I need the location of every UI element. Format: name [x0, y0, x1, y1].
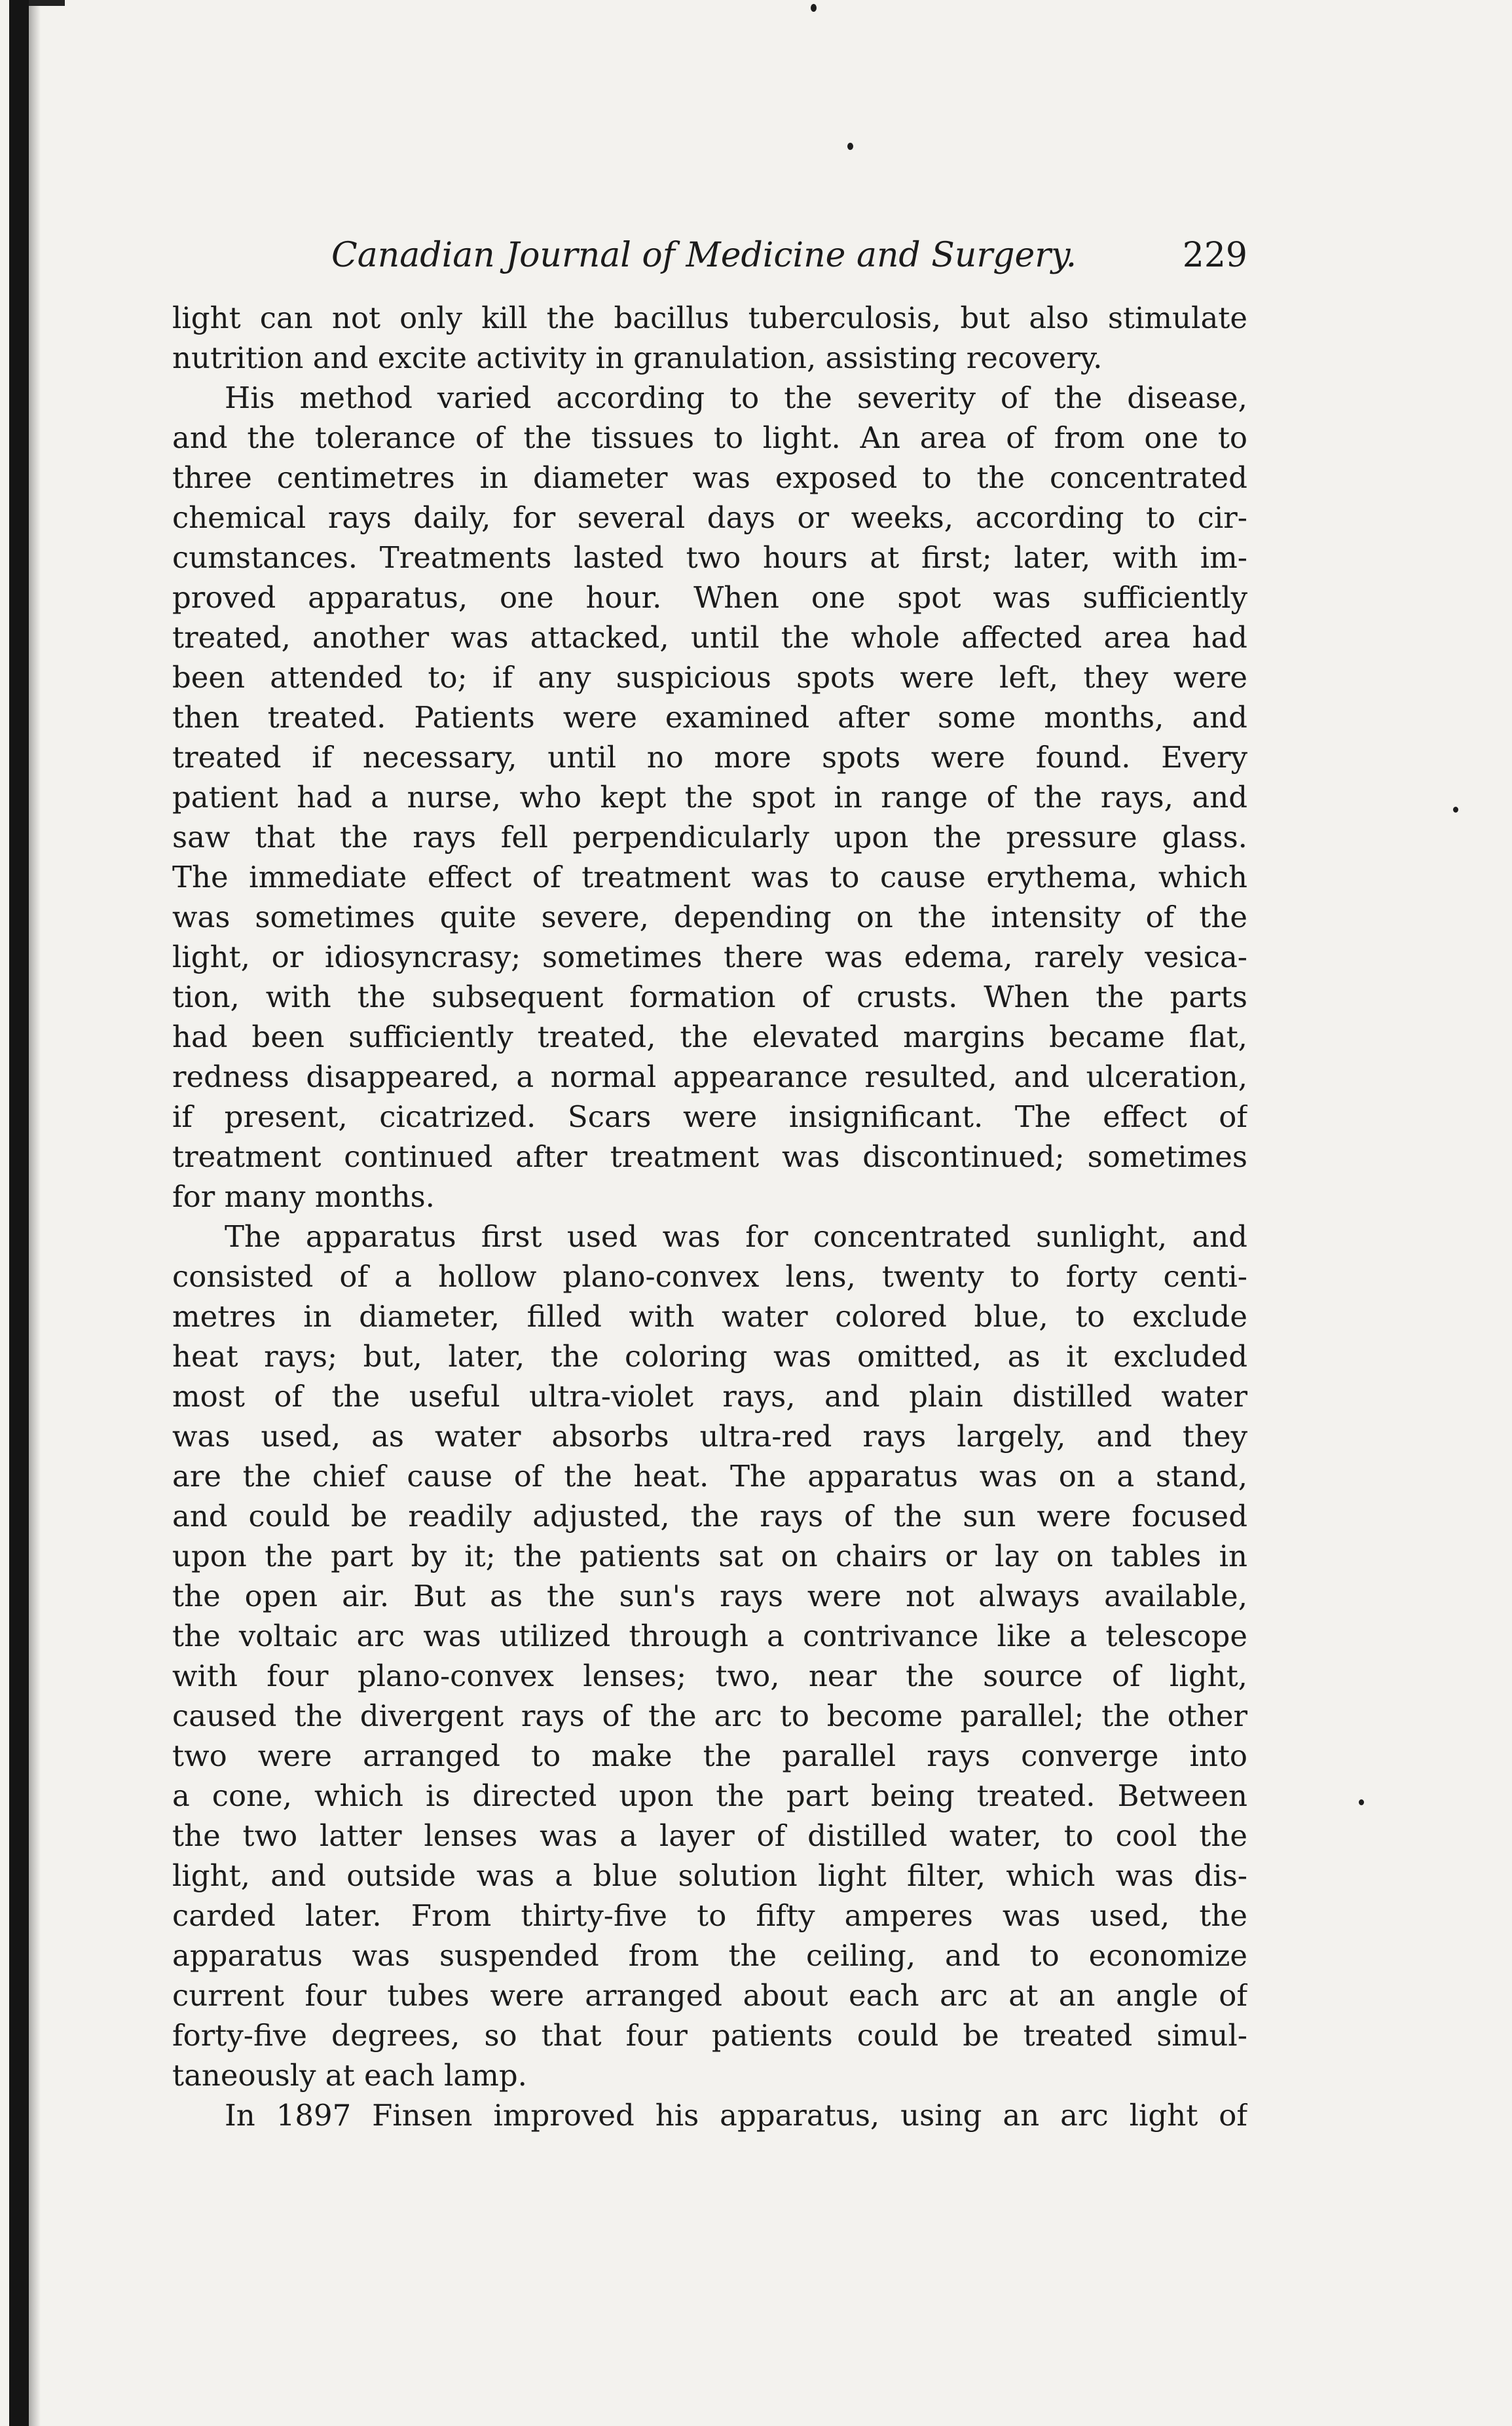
text-line: treatment continued after treatment was discontinued; sometimes: [172, 1139, 1247, 1174]
text-line: saw that the rays fell perpendicularly upon the pressure glass.: [172, 820, 1247, 855]
text-line: In 1897 Finsen improved his apparatus, using an arc light of: [225, 2098, 1247, 2133]
dust-speck: [1359, 1799, 1364, 1805]
text-line: carded later. From thirty-five to fifty amperes was used, the: [172, 1898, 1247, 1933]
text-line: forty-five degrees, so that four patients could be treated simul-: [172, 2018, 1247, 2053]
text-line: and the tolerance of the tissues to light. An area of from one to: [172, 420, 1247, 455]
text-line: two were arranged to make the parallel rays converge into: [172, 1738, 1247, 1773]
text-line: The immediate effect of treatment was to cause erythema, which: [172, 860, 1247, 894]
text-line: treated, another was attacked, until the whole affected area had: [172, 620, 1247, 655]
text-line: caused the divergent rays of the arc to become parallel; the other: [172, 1699, 1247, 1733]
page-number: 229: [1182, 236, 1247, 275]
text-line: are the chief cause of the heat. The apparatus was on a stand,: [172, 1459, 1247, 1494]
spine-gradient: [29, 0, 41, 2426]
text-line: had been sufficiently treated, the elevated margins became flat,: [172, 1020, 1247, 1054]
text-line: tion, with the subsequent formation of crusts. When the parts: [172, 980, 1247, 1014]
text-line: patient had a nurse, who kept the spot in range of the rays, and: [172, 780, 1247, 815]
text-line: for many months.: [172, 1179, 435, 1214]
text-line: cumstances. Treatments lasted two hours at first; later, with im-: [172, 540, 1247, 575]
text-line: current four tubes were arranged about each arc at an angle of: [172, 1978, 1247, 2013]
text-line: if present, cicatrized. Scars were insignificant. The effect of: [172, 1099, 1247, 1134]
text-line: been attended to; if any suspicious spots were left, they were: [172, 660, 1247, 695]
text-line: most of the useful ultra-violet rays, and plain distilled water: [172, 1379, 1247, 1414]
text-line: redness disappeared, a normal appearance resulted, and ulceration,: [172, 1059, 1247, 1094]
document-page: [172, 226, 1247, 2135]
text-line: His method varied according to the severity of the disease,: [225, 380, 1247, 415]
text-line: treated if necessary, until no more spots were found. Every: [172, 740, 1247, 775]
text-line: with four plano-convex lenses; two, near the source of light,: [172, 1659, 1247, 1693]
text-line: upon the part by it; the patients sat on chairs or lay on tables in: [172, 1539, 1247, 1573]
text-line: the open air. But as the sun's rays were not always available,: [172, 1579, 1247, 1613]
text-line: taneously at each lamp.: [172, 2058, 527, 2093]
article-body: [172, 298, 1247, 2135]
text-line: the two latter lenses was a layer of distilled water, to cool the: [172, 1818, 1247, 1853]
text-line: heat rays; but, later, the coloring was omitted, as it excluded: [172, 1339, 1247, 1374]
journal-title: Canadian Journal of Medicine and Surgery.: [331, 236, 1077, 275]
text-line: The apparatus first used was for concentrated sunlight, and: [225, 1219, 1247, 1254]
text-line: a cone, which is directed upon the part being treated. Between: [172, 1778, 1247, 1813]
text-line: light can not only kill the bacillus tuberculosis, but also stimulate: [172, 301, 1247, 335]
text-line: was sometimes quite severe, depending on the intensity of the: [172, 900, 1247, 934]
dust-speck: [811, 4, 817, 12]
text-line: and could be readily adjusted, the rays of the sun were focused: [172, 1499, 1247, 1534]
text-line: the voltaic arc was utilized through a contrivance like a telescope: [172, 1619, 1247, 1653]
text-line: nutrition and excite activity in granulation, assisting recovery.: [172, 340, 1103, 375]
text-line: then treated. Patients were examined after some months, and: [172, 700, 1247, 735]
text-line: three centimetres in diameter was exposed to the concentrated: [172, 460, 1247, 495]
text-line: consisted of a hollow plano-convex lens, twenty to forty centi-: [172, 1259, 1247, 1294]
book-spine-shadow: [9, 0, 29, 2426]
text-line: chemical rays daily, for several days or weeks, according to cir-: [172, 500, 1247, 535]
corner-scan-mark: [29, 0, 65, 6]
dust-speck: [1453, 807, 1458, 813]
dust-speck: [847, 143, 853, 150]
text-line: metres in diameter, filled with water colored blue, to exclude: [172, 1299, 1247, 1334]
text-line: light, and outside was a blue solution light filter, which was dis-: [172, 1858, 1247, 1893]
text-line: proved apparatus, one hour. When one spot was sufficiently: [172, 580, 1247, 615]
text-line: apparatus was suspended from the ceiling, and to economize: [172, 1938, 1247, 1973]
running-head: [172, 226, 1247, 298]
text-line: light, or idiosyncrasy; sometimes there was edema, rarely vesica-: [172, 940, 1247, 974]
text-line: was used, as water absorbs ultra-red rays largely, and they: [172, 1419, 1247, 1454]
